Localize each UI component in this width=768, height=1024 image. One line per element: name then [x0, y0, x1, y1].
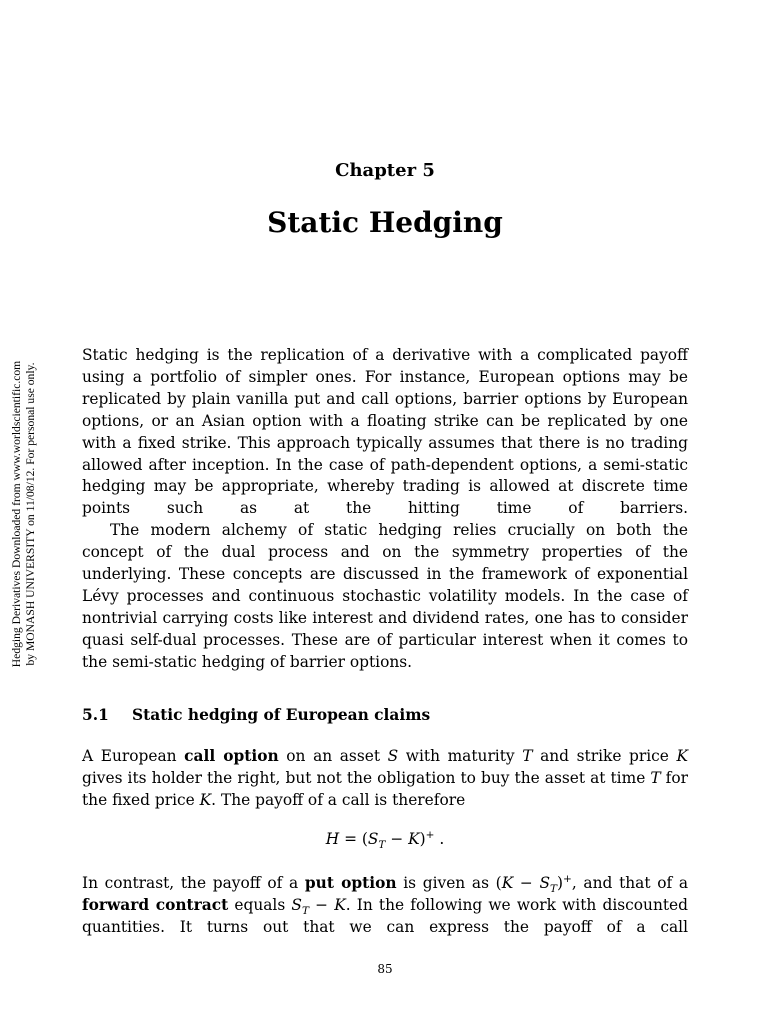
term-call-option: call option: [184, 747, 279, 765]
watermark-text: [10, 338, 38, 690]
section-heading: [82, 706, 688, 724]
section-number: 5.1: [82, 706, 109, 724]
page-number: 85: [377, 962, 393, 976]
call-payoff-equation: $H = (S_T - K)^+$ .: [325, 828, 445, 852]
intro-paragraph-2: The modern alchemy of static hedging relies crucially on both the concept of the dual process and on the symmetry properties of the underlying. These concepts are discussed in the framework of exponential Lévy processes and continuous stochastic volatility models. In the case of nontrivial carrying costs like interest and dividend rates, one has to consider quasi self-dual processes. These are of particular interest when it comes to the semi-static hedging of barrier options.: [82, 521, 688, 671]
watermark-line-1: Hedging Derivatives Downloaded from www.worldscientific.com: [10, 360, 23, 668]
call-option-paragraph: [82, 746, 688, 812]
put-forward-paragraph: [82, 873, 688, 939]
intro-paragraph-1: Static hedging is the replication of a derivative with a complicated payoff using a portfolio of simpler ones. For instance, European options may be replicated by plain vanilla put and call options, barrier options by European options, or an Asian option with a floating strike can be replicated by one with a fixed strike. This approach typically assumes that there is no trading allowed after inception. In the case of path-dependent options, a semi-static hedging may be appropriate, whereby trading is allowed at discrete time points such as at the hitting time of barriers.: [82, 346, 688, 518]
intro-text: [82, 345, 688, 674]
chapter-label: Chapter 5: [335, 160, 435, 181]
term-forward-contract: forward contract: [82, 895, 229, 914]
paragraph-put-forward: In contrast, the payoff of a put option is given as $(K - S_T)^+$, and that of a forward contract equals $S_T - K$. In the following we work with discounted quantities. It turns out that we can express the payoff of a call: [82, 872, 689, 936]
paragraph-call-definition: A European call option on an asset S with maturity T and strike price K gives its holder the right, but not the obligation to buy the asset at time T for the fixed price K. The payoff of a call is therefore: [82, 747, 688, 809]
chapter-title: Static Hedging: [267, 206, 503, 239]
download-watermark: [4, 338, 44, 690]
term-put-option: put option: [304, 874, 397, 892]
section-title: Static hedging of European claims: [132, 706, 431, 724]
watermark-line-2: by MONASH UNIVERSITY on 11/08/12. For personal use only.: [24, 362, 37, 666]
